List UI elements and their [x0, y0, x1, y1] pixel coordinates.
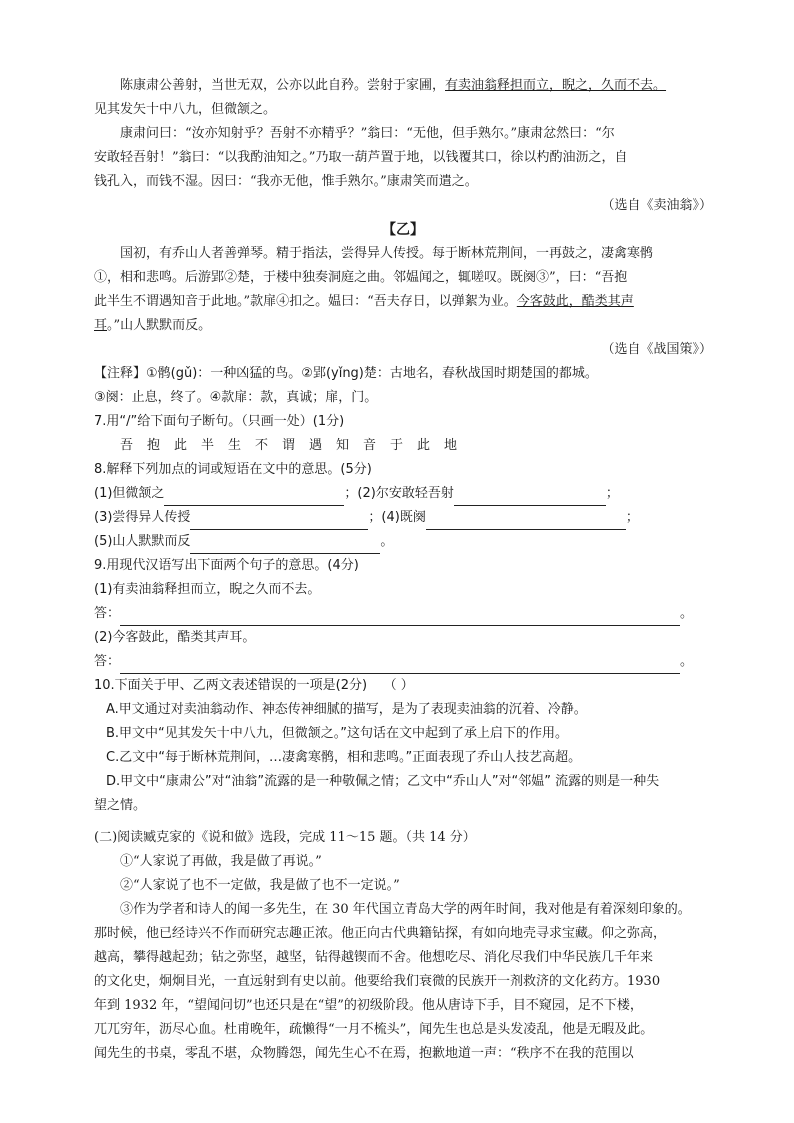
part-2-title: (二)阅读臧克家的《说和做》选段，完成 11～15 题。（共 14 分） — [94, 830, 476, 845]
jia-paragraph-2: 康肃问曰：“汝亦知射乎？吾射不亦精乎？”翁曰：“无他，但手熟尔。”康肃忿然曰：“尔 — [120, 126, 615, 141]
option-b[interactable]: B.甲文中“见其发矢十中八九，但微颔之。”这句话在文中起到了承上启下的作用。 — [106, 726, 569, 741]
notes-line-1: 【注释】①鹘(gǔ)：一种凶猛的鸟。②郢(yǐng)楚：古地名，春秋战国时期楚国的都城。 — [94, 366, 598, 381]
underlined-sentence-1: 有卖油翁释担而立，睨之，久而不去。 — [445, 78, 667, 93]
question-9-sentence-2: (2)今客鼓此，酷类其声耳。 — [94, 630, 256, 645]
answer-blank[interactable] — [190, 538, 380, 554]
answer-blank[interactable] — [454, 490, 606, 506]
answer-blank[interactable] — [426, 514, 626, 530]
part-2-line-6: 的文化史，炯炯目光，一直远射到有史以前。他要给我们衰微的民族开一剂救济的文化药方。1930 — [94, 974, 661, 989]
part-2-line-3: ③作为学者和诗人的闻一多先生，在 30 年代国立青岛大学的两年时间，我对他是有着深刻印象的。 — [120, 902, 691, 917]
option-d-cont: 望之情。 — [94, 798, 147, 813]
question-8-row-2: (3)尝得异人传授 ；(4)既阕 ； — [94, 506, 712, 530]
question-8-row-1: (1)但微颔之 ；(2)尔安敢轻吾射 ； — [94, 482, 712, 506]
answer-bracket[interactable]: （ ） — [383, 678, 414, 693]
part-2-line-2: ②“人家说了也不一定做，我是做了也不一定说。” — [120, 878, 400, 893]
jia-paragraph-1-cont: 见其发矢十中八九，但微颔之。 — [94, 102, 277, 117]
jia-paragraph-1: 陈康肃公善射，当世无双，公亦以此自矜。尝射于家圃，有卖油翁释担而立，睨之，久而不去。 — [120, 78, 667, 93]
jia-source: （选自《卖油翁》） — [601, 198, 712, 213]
yi-paragraph: 国初，有乔山人者善弹琴。精于指法，尝得异人传授。每于断林荒荆间，一再鼓之，凄禽寒鹘 — [120, 246, 654, 261]
question-10-stem: 10.下面关于甲、乙两文表述错误的一项是(2分) （ ） — [94, 678, 414, 693]
question-9-sentence-1: (1)有卖油翁释担而立，睨之久而不去。 — [94, 582, 321, 597]
yi-paragraph-cont-2: 此半生不谓遇知音于此地。”款扉④扣之。媪曰：“吾夫存日，以弹絮为业。今客鼓此，酷类其声 — [94, 294, 634, 309]
yi-heading: 【乙】 — [382, 222, 424, 238]
option-c[interactable]: C.乙文中“每于断林荒荆间，…凄禽寒鹘，相和悲鸣。”正面表现了乔山人技艺高超。 — [106, 750, 582, 765]
yi-source: （选自《战国策》） — [601, 342, 712, 357]
part-2-line-7: 年到 1932 年，“望闻问切”也还只是在“望”的初级阶段。他从唐诗下手，目不窥园，足不下楼， — [94, 998, 643, 1013]
answer-line[interactable] — [120, 658, 680, 674]
question-9-answer-1: 答： 。 — [94, 602, 712, 626]
part-2-line-5: 越高，攀得越起劲；钻之弥坚，越坚，钻得越锲而不舍。他想吃尽、消化尽我们中华民族几千年来 — [94, 950, 654, 965]
part-2-line-4: 那时候，他已经诗兴不作而研究志趣正浓。他正向古代典籍钻探，有如向地壳寻求宝藏。仰之弥高， — [94, 926, 667, 941]
answer-blank[interactable] — [190, 514, 368, 530]
underlined-sentence-2: 今客鼓此，酷类其声 — [516, 294, 634, 309]
part-2-line-8: 兀兀穷年，沥尽心血。杜甫晚年，疏懒得“一月不梳头”，闻先生也总是头发凌乱，他是无暇及此。 — [94, 1022, 654, 1037]
exam-page — [94, 74, 712, 1066]
answer-blank[interactable] — [164, 490, 344, 506]
yi-paragraph-cont: ①，相和悲鸣。后游郢②楚，于楼中独奏洞庭之曲。邻媪闻之，辄嗟叹。既阕③”，曰：“吾抱 — [94, 270, 628, 285]
question-9-answer-2: 答： 。 — [94, 650, 712, 674]
notes-line-2: ③阕：止息，终了。④款扉：款，真诚；扉，门。 — [94, 390, 378, 405]
jia-paragraph-2-end: 钱孔入，而钱不湿。因曰：“我亦无他，惟手熟尔。”康肃笑而遣之。 — [94, 174, 478, 189]
part-2-line-9: 闻先生的书桌，零乱不堪，众物腾怨，闻先生心不在焉，抱歉地道一声：“秩序不在我的范围以 — [94, 1046, 634, 1061]
yi-paragraph-end: 耳。”山人默默而反。 — [94, 318, 212, 333]
question-8-stem: 8.解释下列加点的词或短语在文中的意思。(5分) — [94, 462, 372, 477]
answer-line[interactable] — [120, 610, 680, 626]
option-d[interactable]: D.甲文中“康肃公”对“油翁”流露的是一种敬佩之情；乙文中“乔山人”对“邻媪” 流露的则是一种失 — [106, 774, 660, 789]
question-7-sentence: 吾抱此半生不谓遇知音于此地 — [120, 438, 472, 453]
part-2-line-1: ①“人家说了再做，我是做了再说。” — [120, 854, 322, 869]
jia-paragraph-2-cont: 安敢轻吾射！”翁曰：“以我酌油知之。”乃取一葫芦置于地，以钱覆其口，徐以杓酌油沥之，自 — [94, 150, 628, 165]
option-a[interactable]: A.甲文通过对卖油翁动作、神态传神细腻的描写，是为了表现卖油翁的沉着、冷静。 — [106, 702, 587, 717]
question-7-stem: 7.用“/”给下面句子断句。（只画一处）(1分) — [94, 414, 345, 429]
question-8-row-3: (5)山人默默而反 。 — [94, 530, 712, 554]
spacer — [94, 818, 712, 826]
question-9-stem: 9.用现代汉语写出下面两个句子的意思。(4分) — [94, 558, 359, 573]
